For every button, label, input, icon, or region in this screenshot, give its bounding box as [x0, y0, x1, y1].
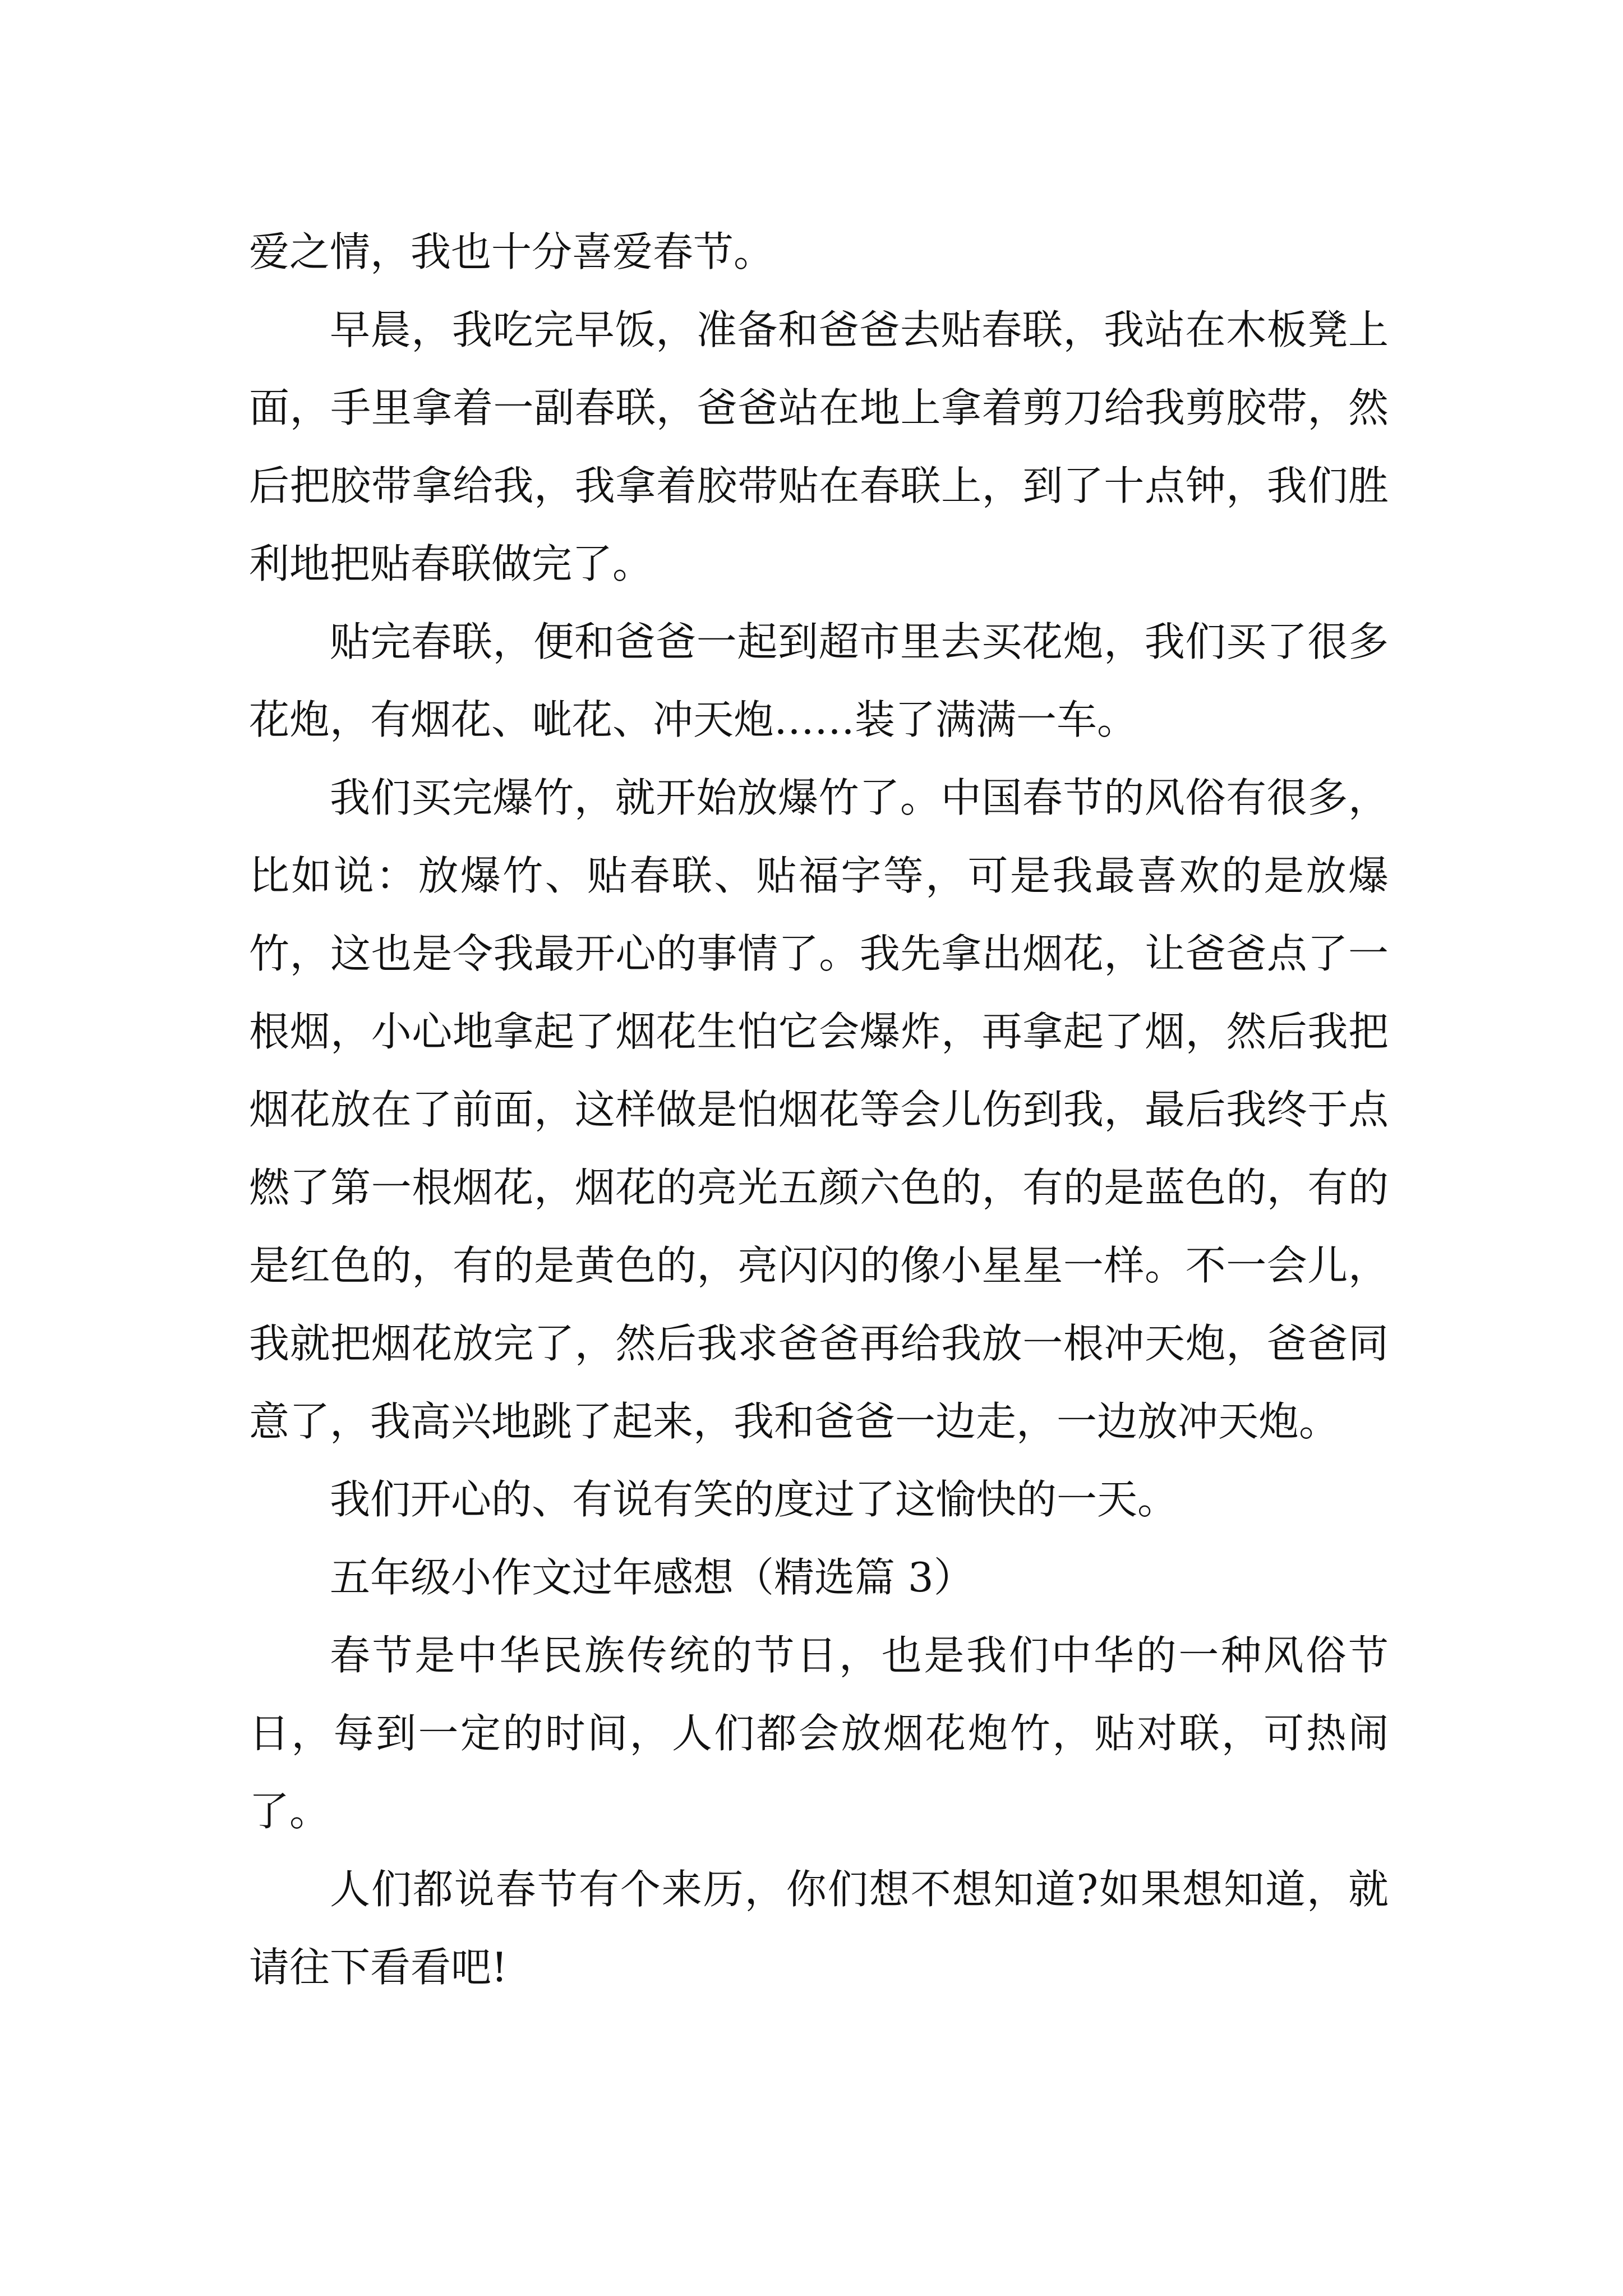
paragraph-2: 早晨，我吃完早饭，准备和爸爸去贴春联，我站在木板凳上面，手里拿着一副春联，爸爸站在地上拿着剪刀给我剪胶带，然后把胶带拿给我，我拿着胶带贴在春联上，到了十点钟，我们胜利地把贴春联做完了。: [249, 306, 1389, 587]
paragraph-7: 春节是中华民族传统的节日，也是我们中华的一种风俗节日，每到一定的时间，人们都会放烟花炮竹，贴对联，可热闹了。: [249, 1632, 1389, 1835]
paragraph-4: 我们买完爆竹，就开始放爆竹了。中国春节的风俗有很多，比如说：放爆竹、贴春联、贴福字等，可是我最喜欢的是放爆竹，这也是令我最开心的事情了。我先拿出烟花，让爸爸点了一根烟，小心地拿起了烟花生怕它会爆炸，再拿起了烟，然后我把烟花放在了前面，这样做是怕烟花等会儿伤到我，最后我终于点燃了第一根烟花，烟花的亮光五颜六色的，有的是蓝色的，有的是红色的，有的是黄色的，亮闪闪的像小星星一样。不一会儿，我就把烟花放完了，然后我求爸爸再给我放一根冲天炮，爸爸同意了，我高兴地跳了起来，我和爸爸一边走，一边放冲天炮。: [249, 774, 1389, 1445]
paragraph-8: 人们都说春节有个来历，你们想不想知道?如果想知道，就请往下看看吧!: [249, 1866, 1389, 1991]
paragraph-3: 贴完春联，便和爸爸一起到超市里去买花炮，我们买了很多花炮，有烟花、呲花、冲天炮……装了满满一车。: [249, 618, 1389, 743]
document-body: [249, 213, 1389, 2007]
paragraph-5: 我们开心的、有说有笑的度过了这愉快的一天。: [330, 1476, 1178, 1523]
section-heading: 五年级小作文过年感想（精选篇 3）: [330, 1554, 974, 1601]
paragraph-1: 爱之情，我也十分喜爱春节。: [249, 228, 774, 275]
